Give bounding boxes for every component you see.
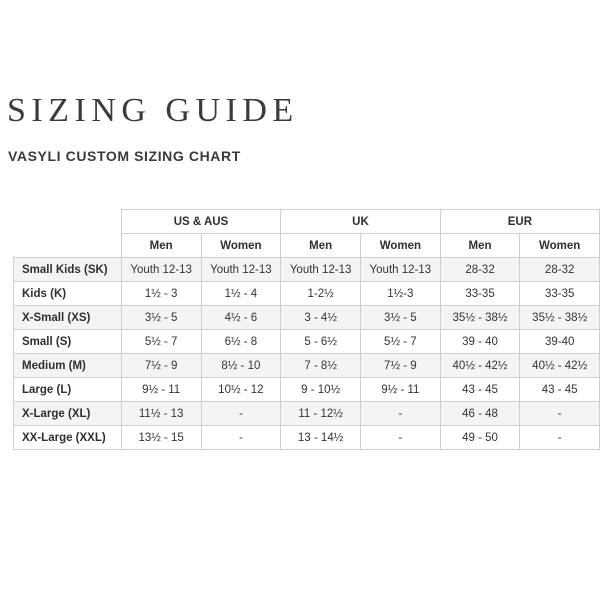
table-cell: - bbox=[520, 402, 600, 426]
subheader-eur-men: Men bbox=[440, 234, 520, 258]
table-row bbox=[14, 258, 600, 282]
table-row bbox=[14, 330, 600, 354]
table-cell: 7 - 8½ bbox=[281, 354, 361, 378]
subheader-us-women: Women bbox=[201, 234, 281, 258]
table-cell: Youth 12-13 bbox=[281, 258, 361, 282]
table-cell: 11 - 12½ bbox=[281, 402, 361, 426]
row-label: Kids (K) bbox=[14, 282, 122, 306]
table-cell: 7½ - 9 bbox=[360, 354, 440, 378]
table-cell: 5½ - 7 bbox=[360, 330, 440, 354]
page-title: SIZING GUIDE bbox=[7, 92, 299, 129]
row-label: XX-Large (XXL) bbox=[14, 426, 122, 450]
table-cell: 3½ - 5 bbox=[360, 306, 440, 330]
table-cell: 13 - 14½ bbox=[281, 426, 361, 450]
table-cell: 40½ - 42½ bbox=[520, 354, 600, 378]
table-cell: 43 - 45 bbox=[520, 378, 600, 402]
table-cell: 35½ - 38½ bbox=[440, 306, 520, 330]
table-cell: - bbox=[201, 402, 281, 426]
table-cell: 5½ - 7 bbox=[121, 330, 201, 354]
table-cell: 43 - 45 bbox=[440, 378, 520, 402]
table-cell: 33-35 bbox=[440, 282, 520, 306]
table-cell: 40½ - 42½ bbox=[440, 354, 520, 378]
row-label: Medium (M) bbox=[14, 354, 122, 378]
group-header-eur: EUR bbox=[440, 210, 599, 234]
subheader-eur-women: Women bbox=[520, 234, 600, 258]
table-row bbox=[14, 282, 600, 306]
table-cell: 9½ - 11 bbox=[121, 378, 201, 402]
table-row bbox=[14, 426, 600, 450]
table-cell: 5 - 6½ bbox=[281, 330, 361, 354]
table-cell: Youth 12-13 bbox=[201, 258, 281, 282]
subheader-uk-women: Women bbox=[360, 234, 440, 258]
group-header-us-aus: US & AUS bbox=[121, 210, 280, 234]
table-cell: - bbox=[360, 402, 440, 426]
group-header-uk: UK bbox=[281, 210, 440, 234]
table-cell: Youth 12-13 bbox=[360, 258, 440, 282]
row-label: Small (S) bbox=[14, 330, 122, 354]
table-cell: 1½ - 4 bbox=[201, 282, 281, 306]
row-label: Small Kids (SK) bbox=[14, 258, 122, 282]
row-label: Large (L) bbox=[14, 378, 122, 402]
row-label: X-Small (XS) bbox=[14, 306, 122, 330]
table-row bbox=[14, 306, 600, 330]
table-cell: 8½ - 10 bbox=[201, 354, 281, 378]
table-cell: 33-35 bbox=[520, 282, 600, 306]
table-cell: 28-32 bbox=[520, 258, 600, 282]
table-cell: 28-32 bbox=[440, 258, 520, 282]
table-cell: 3½ - 5 bbox=[121, 306, 201, 330]
subheader-uk-men: Men bbox=[281, 234, 361, 258]
table-group-header-row bbox=[14, 210, 600, 234]
sizing-table bbox=[13, 209, 600, 450]
table-cell: - bbox=[520, 426, 600, 450]
table-corner-sub bbox=[14, 234, 122, 258]
table-cell: 9½ - 11 bbox=[360, 378, 440, 402]
table-row bbox=[14, 378, 600, 402]
row-label: X-Large (XL) bbox=[14, 402, 122, 426]
table-cell: 3 - 4½ bbox=[281, 306, 361, 330]
table-cell: - bbox=[360, 426, 440, 450]
page-subtitle: VASYLI CUSTOM SIZING CHART bbox=[8, 148, 241, 164]
table-cell: 35½ - 38½ bbox=[520, 306, 600, 330]
subheader-us-men: Men bbox=[121, 234, 201, 258]
table-cell: 4½ - 6 bbox=[201, 306, 281, 330]
table-cell: 39-40 bbox=[520, 330, 600, 354]
table-cell: Youth 12-13 bbox=[121, 258, 201, 282]
table-cell: 11½ - 13 bbox=[121, 402, 201, 426]
table-cell: 6½ - 8 bbox=[201, 330, 281, 354]
table-corner bbox=[14, 210, 122, 234]
table-cell: 13½ - 15 bbox=[121, 426, 201, 450]
table-row bbox=[14, 354, 600, 378]
table-cell: 1-2½ bbox=[281, 282, 361, 306]
table-cell: 39 - 40 bbox=[440, 330, 520, 354]
table-cell: 10½ - 12 bbox=[201, 378, 281, 402]
table-cell: 9 - 10½ bbox=[281, 378, 361, 402]
table-cell: 1½ - 3 bbox=[121, 282, 201, 306]
table-cell: 7½ - 9 bbox=[121, 354, 201, 378]
table-subheader-row bbox=[14, 234, 600, 258]
table-row bbox=[14, 402, 600, 426]
table-cell: 1½-3 bbox=[360, 282, 440, 306]
table-cell: 46 - 48 bbox=[440, 402, 520, 426]
table-cell: 49 - 50 bbox=[440, 426, 520, 450]
table-cell: - bbox=[201, 426, 281, 450]
